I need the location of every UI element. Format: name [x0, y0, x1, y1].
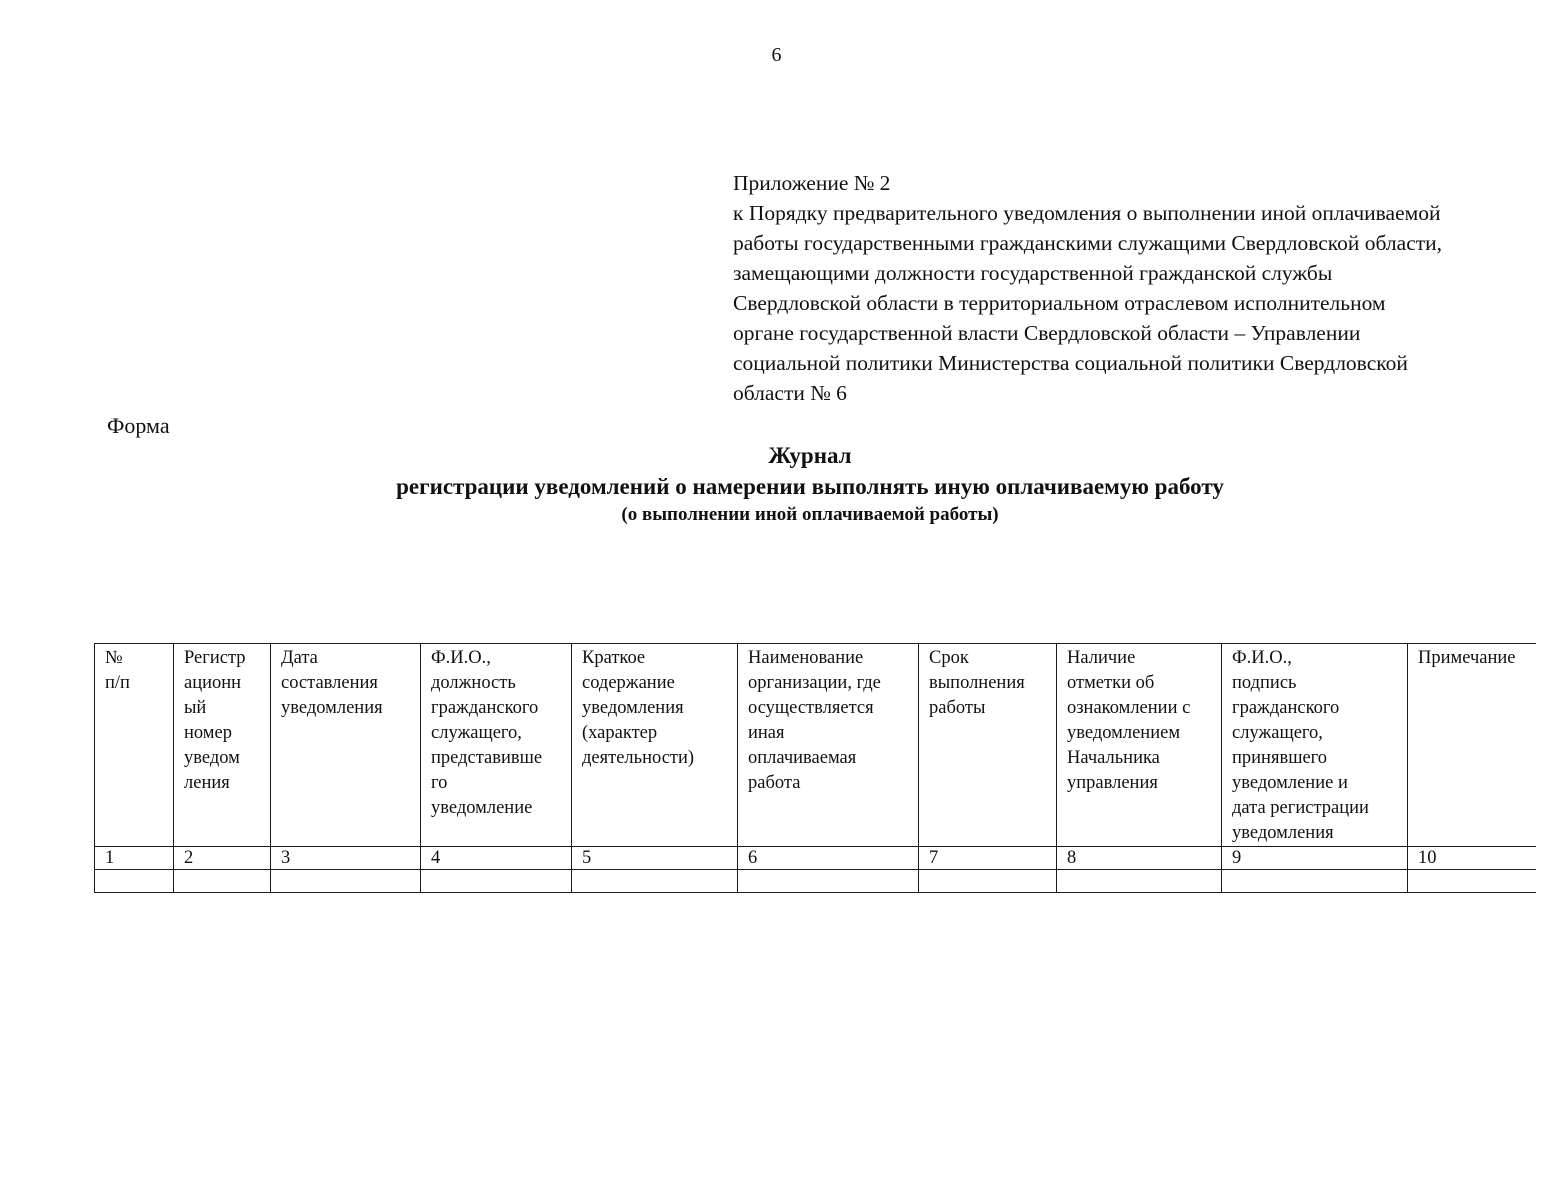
- column-number-cell: 6: [738, 847, 919, 870]
- empty-cell: [421, 870, 572, 893]
- empty-cell: [271, 870, 421, 893]
- table-header-cell: Дата составления уведомления: [271, 644, 421, 847]
- journal-subtitle-note: (о выполнении иной оплачиваемой работы): [621, 504, 999, 525]
- column-number-cell: 5: [572, 847, 738, 870]
- column-number-cell: 1: [95, 847, 174, 870]
- journal-title-block: [0, 440, 1553, 528]
- form-label: Форма: [107, 413, 170, 438]
- journal-subtitle: регистрации уведомлений о намерении выполнять иную оплачиваемую работу: [396, 474, 1224, 499]
- empty-cell: [572, 870, 738, 893]
- page-number: 6: [771, 44, 782, 66]
- column-number-cell: 2: [174, 847, 271, 870]
- table-empty-row: [95, 870, 1536, 893]
- journal-title: Журнал: [768, 443, 852, 468]
- column-number-cell: 9: [1222, 847, 1408, 870]
- empty-cell: [174, 870, 271, 893]
- table-header-cell: № п/п: [95, 644, 174, 847]
- table-header-cell: Ф.И.О., должность гражданского служащего, представивше го уведомление: [421, 644, 572, 847]
- table-header-cell: Регистр ационн ый номер уведом ления: [174, 644, 271, 847]
- column-number-cell: 3: [271, 847, 421, 870]
- table-header-cell: Срок выполнения работы: [919, 644, 1057, 847]
- appendix-block: [733, 168, 1533, 408]
- empty-cell: [1057, 870, 1222, 893]
- table-header-cell: Наличие отметки об ознакомлении с уведомлением Начальника управления: [1057, 644, 1222, 847]
- table-header-cell: Краткое содержание уведомления (характер деятельности): [572, 644, 738, 847]
- table-header-cell: Примечание: [1408, 644, 1536, 847]
- table-column-number-row: [95, 847, 1536, 870]
- appendix-title: Приложение № 2: [733, 171, 891, 195]
- registration-journal-table: [94, 643, 1536, 893]
- appendix-body: к Порядку предварительного уведомления о выполнении иной оплачиваемой работы государственными гражданскими служащими Свердловской области, замещающими должности государственной гражданской службы Свердловской области в территориальном отраслевом исполнительном органе государственной власти Свердловской области – Управлении социальной политики Министерства социальной политики Свердловской области № 6: [733, 201, 1443, 405]
- column-number-cell: 4: [421, 847, 572, 870]
- column-number-cell: 10: [1408, 847, 1536, 870]
- empty-cell: [95, 870, 174, 893]
- table-header-cell: Ф.И.О., подпись гражданского служащего, принявшего уведомление и дата регистрации уведомления: [1222, 644, 1408, 847]
- column-number-cell: 7: [919, 847, 1057, 870]
- empty-cell: [1222, 870, 1408, 893]
- empty-cell: [738, 870, 919, 893]
- table-header-cell: Наименование организации, где осуществляется иная оплачиваемая работа: [738, 644, 919, 847]
- table-header-row: [95, 644, 1536, 847]
- column-number-cell: 8: [1057, 847, 1222, 870]
- empty-cell: [1408, 870, 1536, 893]
- empty-cell: [919, 870, 1057, 893]
